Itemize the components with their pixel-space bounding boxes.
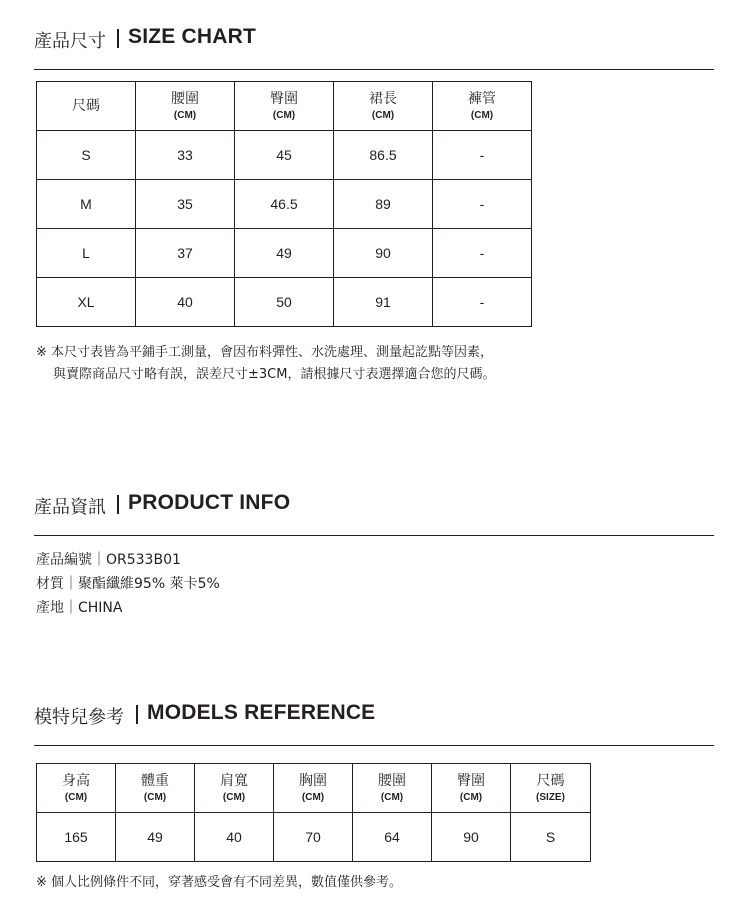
heading-rule — [34, 69, 714, 71]
table-cell: 91 — [334, 278, 433, 327]
table-cell: 86.5 — [334, 131, 433, 180]
models-title-en: MODELS REFERENCE — [147, 701, 376, 724]
heading-separator — [117, 495, 119, 514]
table-cell: 70 — [274, 813, 353, 862]
header-cell-shoulder — [195, 764, 274, 813]
header-unit: (CM) — [64, 791, 88, 803]
table-cell: 50 — [235, 278, 334, 327]
header-cell-size — [511, 764, 591, 813]
table-row — [37, 278, 532, 327]
header-unit: (CM) — [173, 109, 197, 121]
header-cell-hip — [235, 82, 334, 131]
table-cell: 64 — [353, 813, 432, 862]
table-cell: S — [511, 813, 591, 862]
header-cell-height — [37, 764, 116, 813]
size-chart-title-zh: 產品尺寸 — [34, 31, 106, 52]
table-cell: 37 — [136, 229, 235, 278]
header-unit: (CM) — [459, 791, 483, 803]
header-label: 裙長 — [369, 90, 397, 107]
size-chart-table — [36, 81, 532, 327]
header-cell-leg-opening — [433, 82, 532, 131]
table-cell: - — [433, 278, 532, 327]
models-section — [34, 696, 714, 732]
header-label: 尺碼 — [72, 98, 100, 114]
header-unit: (CM) — [301, 791, 325, 803]
header-cell-hip — [432, 764, 511, 813]
table-cell: 46.5 — [235, 180, 334, 229]
table-cell: 90 — [334, 229, 433, 278]
header-label: 臀圍 — [457, 772, 485, 789]
table-cell: L — [37, 229, 136, 278]
models-note: ※ 個人比例條件不同，穿著感受會有不同差異，數值僅供參考。 — [36, 875, 403, 890]
size-chart-heading — [34, 20, 714, 56]
product-code-line: 產品編號｜OR533B01 — [36, 552, 181, 568]
models-table — [36, 763, 591, 862]
table-cell: - — [433, 229, 532, 278]
header-cell-size — [37, 82, 136, 131]
size-note-line-1: ※ 本尺寸表皆為平鋪手工測量，會因布料彈性、水洗處理、測量起訖點等因素， — [36, 345, 494, 360]
table-row — [37, 229, 532, 278]
header-label: 腰圍 — [171, 90, 199, 107]
header-label: 尺碼 — [536, 772, 565, 789]
table-header-row — [37, 82, 532, 131]
product-info-title-zh: 產品資訊 — [34, 497, 106, 518]
table-cell: 49 — [235, 229, 334, 278]
table-cell: - — [433, 180, 532, 229]
header-label: 腰圍 — [378, 772, 406, 789]
heading-rule — [34, 745, 714, 747]
heading-separator — [136, 705, 138, 724]
size-chart-title-en: SIZE CHART — [128, 25, 256, 48]
header-label: 肩寬 — [220, 772, 248, 789]
table-cell: 89 — [334, 180, 433, 229]
header-cell-weight — [116, 764, 195, 813]
table-cell: 40 — [136, 278, 235, 327]
table-cell: M — [37, 180, 136, 229]
header-unit: (CM) — [380, 791, 404, 803]
product-info-section — [34, 486, 714, 522]
models-heading — [34, 696, 714, 732]
table-cell: 90 — [432, 813, 511, 862]
origin-line: 產地｜CHINA — [36, 600, 123, 616]
table-cell: 40 — [195, 813, 274, 862]
header-cell-waist — [353, 764, 432, 813]
table-cell: 35 — [136, 180, 235, 229]
table-cell: 165 — [37, 813, 116, 862]
heading-separator — [117, 29, 119, 48]
header-unit: (SIZE) — [536, 791, 565, 803]
table-cell: 33 — [136, 131, 235, 180]
table-row — [37, 813, 591, 862]
header-label: 身高 — [62, 772, 90, 789]
header-unit: (CM) — [272, 109, 296, 121]
header-cell-skirt-length — [334, 82, 433, 131]
table-row — [37, 131, 532, 180]
table-cell: 45 — [235, 131, 334, 180]
size-chart-section — [34, 20, 714, 56]
header-unit: (CM) — [470, 109, 494, 121]
header-label: 臀圍 — [270, 90, 298, 107]
header-label: 褲管 — [468, 90, 496, 107]
table-header-row — [37, 764, 591, 813]
product-info-title-en: PRODUCT INFO — [128, 491, 291, 514]
header-unit: (CM) — [143, 791, 167, 803]
header-unit: (CM) — [371, 109, 395, 121]
material-line: 材質｜聚酯纖維95% 萊卡5% — [36, 576, 220, 592]
size-note-line-2: 與賣際商品尺寸略有誤，誤差尺寸±3CM，請根據尺寸表選擇適合您的尺碼。 — [53, 367, 496, 382]
header-label: 體重 — [141, 772, 169, 789]
table-cell: - — [433, 131, 532, 180]
models-title-zh: 模特兒參考 — [34, 707, 124, 728]
table-cell: S — [37, 131, 136, 180]
table-row — [37, 180, 532, 229]
header-cell-chest — [274, 764, 353, 813]
header-cell-waist — [136, 82, 235, 131]
table-cell: 49 — [116, 813, 195, 862]
heading-rule — [34, 535, 714, 537]
table-cell: XL — [37, 278, 136, 327]
product-info-heading — [34, 486, 714, 522]
header-label: 胸圍 — [299, 772, 327, 789]
header-unit: (CM) — [222, 791, 246, 803]
